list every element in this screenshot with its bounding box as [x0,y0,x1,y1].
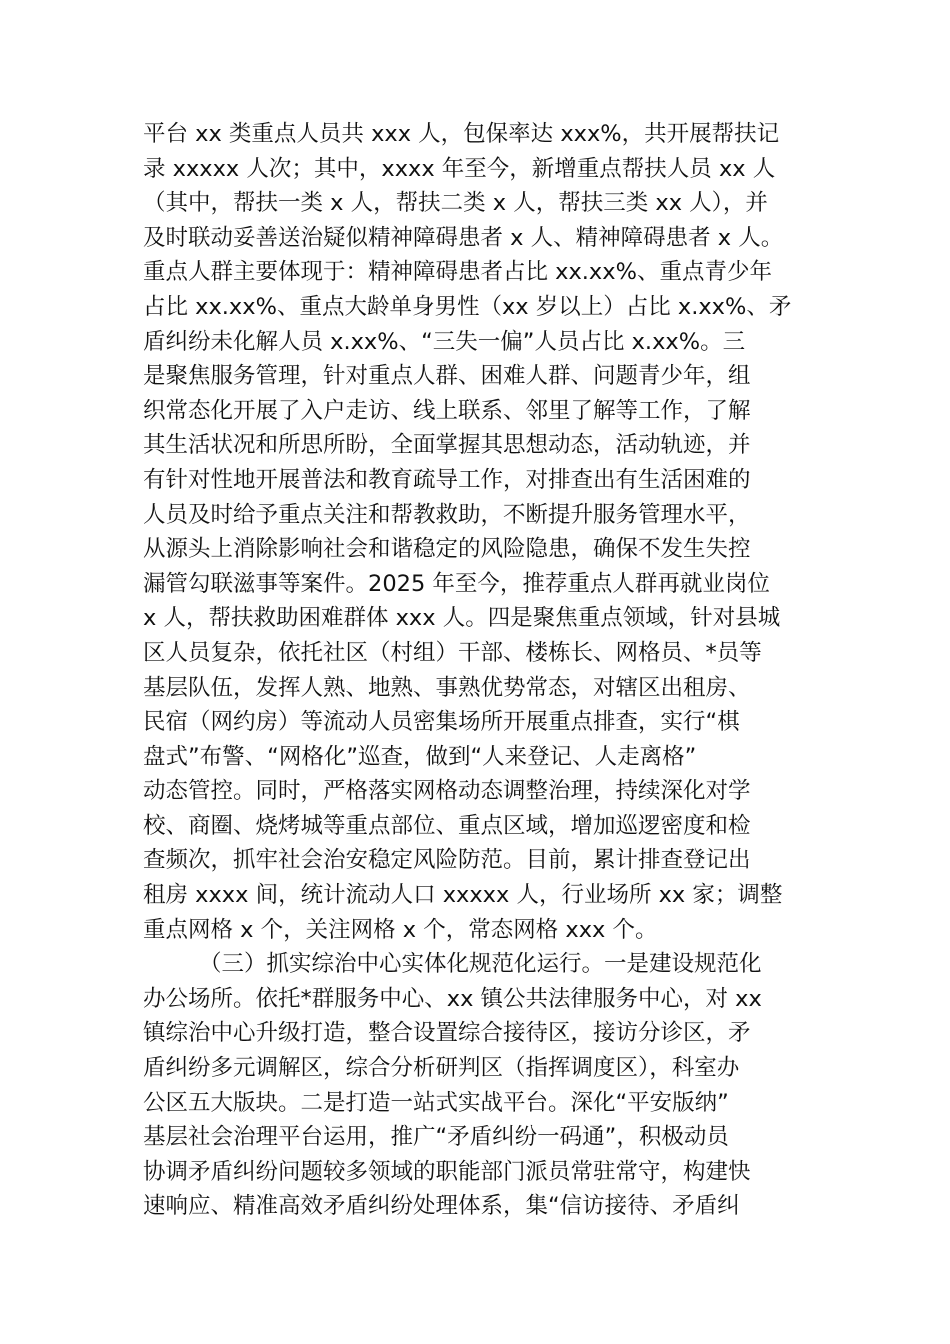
text-line: 查频次，抓牢社会治安稳定风险防范。目前，累计排查登记出 [143,847,751,874]
text-line: 盾纠纷多元调解区，综合分析研判区（指挥调度区），科室办 [143,1055,740,1082]
text-line: 速响应、精准高效矛盾纠纷处理体系，集“信访接待、矛盾纠 [143,1193,740,1220]
text-line: 占比 xx.xx%、重点大龄单身男性（xx 岁以上）占比 x.xx%、矛 [143,293,792,320]
text-line: 协调矛盾纠纷问题较多领域的职能部门派员常驻常守，构建快 [143,1158,751,1185]
text-line: 动态管控。同时，严格落实网格动态调整治理，持续深化对学 [143,778,751,805]
text-line: 办公场所。依托*群服务中心、xx 镇公共法律服务中心，对 xx [143,985,762,1012]
text-line: 平台 xx 类重点人员共 xxx 人，包保率达 xxx%，共开展帮扶记 [143,121,780,147]
text-line: 有针对性地开展普法和教育疏导工作，对排查出有生活困难的 [143,466,751,493]
text-line: 基层队伍，发挥人熟、地熟、事熟优势常态，对辖区出租房、 [143,674,751,701]
section-heading-line: （三）抓实综治中心实体化规范化运行。一是建设规范化 [199,951,762,978]
text-line: 人员及时给予重点关注和帮教救助，不断提升服务管理水平， [143,501,751,528]
text-line: 重点网格 x 个，关注网格 x 个，常态网格 xxx 个。 [143,916,658,943]
text-line: 民宿（网约房）等流动人员密集场所开展重点排查，实行“棋 [143,709,740,736]
text-line: x 人，帮扶救助困难群体 xxx 人。四是聚焦重点领域，针对县城 [143,605,781,632]
text-line: 租房 xxxx 间，统计流动人口 xxxxx 人，行业场所 xx 家；调整 [143,882,783,909]
text-line: 从源头上消除影响社会和谐稳定的风险隐患，确保不发生失控 [143,536,751,563]
text-line: 其生活状况和所思所盼，全面掌握其思想动态，活动轨迹，并 [143,432,751,459]
text-line: 基层社会治理平台运用，推广“矛盾纠纷一码通”，积极动员 [143,1124,729,1151]
text-line: 镇综治中心升级打造，整合设置综合接待区，接访分诊区，矛 [143,1020,751,1047]
text-line: 区人员复杂，依托社区（村组）干部、楼栋长、网格员、*员等 [143,639,762,666]
text-line: 重点人群主要体现于：精神障碍患者占比 xx.xx%、重点青少年 [143,259,772,286]
text-line: 盾纠纷未化解人员 x.xx%、“三失一偏”人员占比 x.xx%。三 [143,328,746,355]
text-line: 录 xxxxx 人次；其中，xxxx 年至今，新增重点帮扶人员 xx 人 [143,155,776,182]
text-line: 及时联动妥善送治疑似精神障碍患者 x 人、精神障碍患者 x 人。 [143,224,784,251]
text-line: 校、商圈、烧烤城等重点部位、重点区域，增加巡逻密度和检 [143,812,751,839]
text-line: 公区五大版块。二是打造一站式实战平台。深化“平安版纳” [143,1089,729,1116]
text-line: 漏管勾联滋事等案件。2025 年至今，推荐重点人群再就业岗位 [143,570,770,597]
document-body [143,117,807,1224]
text-line: 织常态化开展了入户走访、线上联系、邻里了解等工作，了解 [143,397,751,424]
text-line: 是聚焦服务管理，针对重点人群、困难人群、问题青少年，组 [143,363,751,390]
text-line: 盘式”布警、“网格化”巡查，做到“人来登记、人走离格” [143,743,697,770]
text-line: （其中，帮扶一类 x 人，帮扶二类 x 人，帮扶三类 xx 人），并 [143,190,768,217]
